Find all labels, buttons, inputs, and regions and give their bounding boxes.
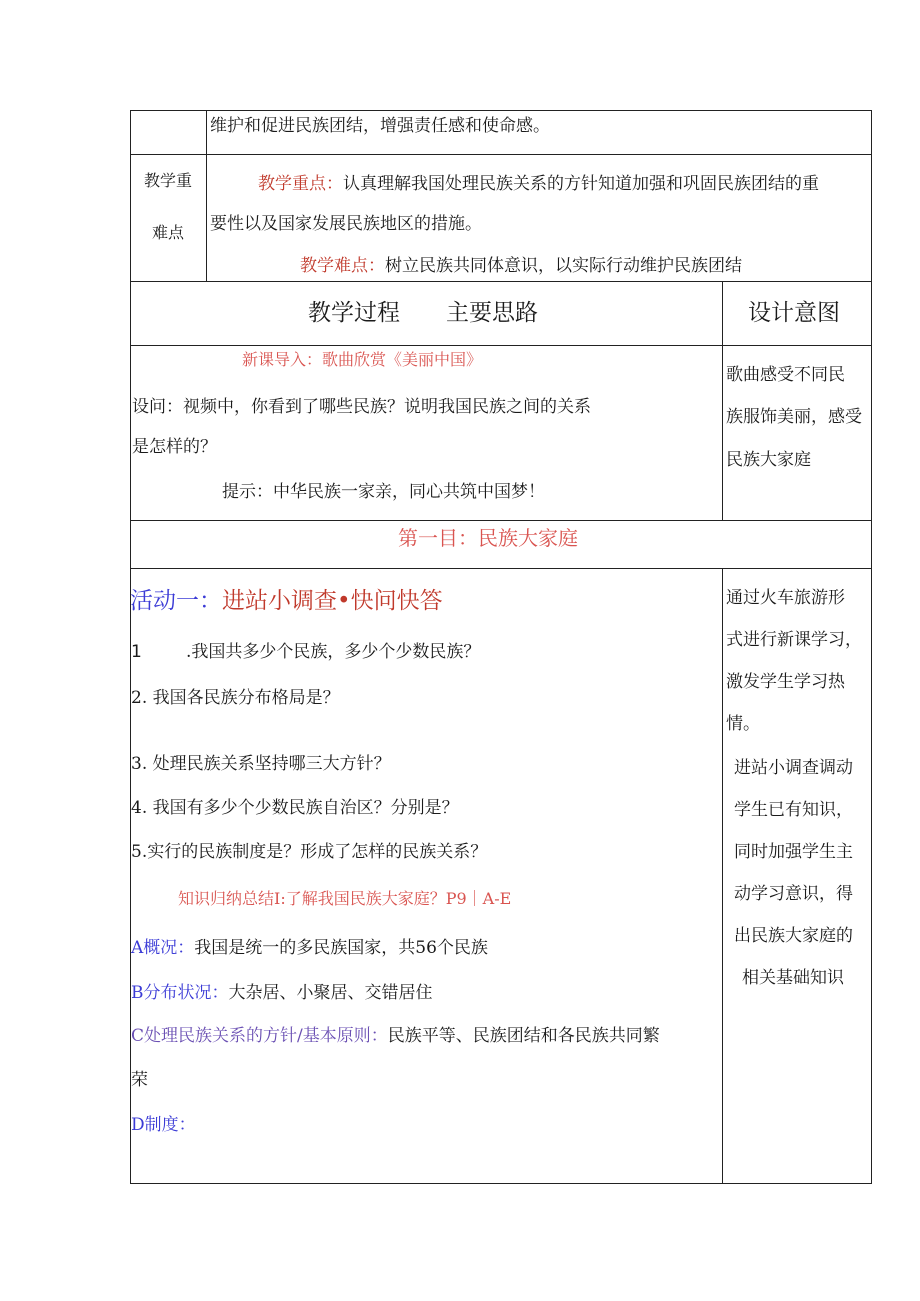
intro-row-text: 维护和促进民族团结，增强责任感和使命感。	[210, 116, 550, 136]
activity-design-line-1: 通过火车旅游形	[726, 588, 845, 608]
question-2: 2. 我国各民族分布格局是？	[131, 688, 340, 708]
difficulty-text: 树立民族共同体意识，以实际行动维护民族团结	[385, 256, 742, 276]
focus-line1	[258, 173, 819, 195]
header-ideas: 主要思路	[446, 300, 538, 326]
intro-title-label: 新课导入：	[242, 350, 323, 369]
intro-hint: 提示：中华民族一家亲，同心共筑中国梦！	[222, 482, 545, 502]
knowledge-summary: 知识归纳总结Ⅰ:了解我国民族大家庭？P9｜A-E	[178, 889, 512, 908]
intro-question-line2: 是怎样的？	[132, 437, 217, 457]
activity-title-prefix: 活动一：	[130, 588, 222, 614]
activity-design-line-5: 进站小调查调动	[734, 758, 853, 778]
activity-design-line-10: 相关基础知识	[742, 968, 844, 988]
table-top-border	[130, 110, 872, 111]
focus-text-line1: 认真理解我国处理民族关系的方针知道加强和巩固民族团结的重	[343, 174, 819, 194]
label-column-divider	[206, 110, 207, 282]
row-divider-2	[130, 281, 872, 282]
activity-design-line-2: 式进行新课学习，	[726, 630, 862, 650]
row-divider-5	[130, 568, 872, 569]
intro-design-line-3: 民族大家庭	[726, 450, 811, 470]
point-b	[131, 982, 433, 1004]
section-one-title: 第一目：民族大家庭	[398, 526, 578, 550]
activity-design-line-8: 动学习意识，得	[734, 884, 853, 904]
question-3: 3. 处理民族关系坚持哪三大方针？	[131, 754, 391, 774]
difficulty-label: 教学难点：	[300, 256, 385, 276]
question-5: 5.实行的民族制度是？形成了怎样的民族关系？	[131, 842, 488, 862]
focus-text-line2: 要性以及国家发展民族地区的措施。	[210, 214, 482, 234]
intro-title-text: 歌曲欣赏《美丽中国》	[322, 350, 483, 369]
activity-design-line-4: 情。	[726, 714, 760, 734]
activity-design-line-3: 激发学生学习热	[726, 672, 845, 692]
difficulty-line	[300, 255, 742, 277]
activity-design-line-7: 同时加强学生主	[734, 842, 853, 862]
point-a-text: 我国是统一的多民族国家，共56个民族	[194, 938, 488, 958]
intro-question-line1: 设问：视频中，你看到了哪些民族？说明我国民族之间的关系	[132, 397, 591, 417]
intro-design-line-2: 族服饰美丽，感受	[726, 407, 862, 427]
question-4: 4. 我国有多少个少数民族自治区？分别是？	[131, 798, 459, 818]
point-a	[131, 937, 488, 959]
activity-design-line-9: 出民族大家庭的	[734, 926, 853, 946]
activity-design-line-6: 学生已有知识，	[734, 800, 853, 820]
key-points-label-line2: 难点	[152, 223, 185, 242]
key-points-label-line1: 教学重	[144, 171, 193, 190]
row-divider-3	[130, 345, 872, 346]
intro-section-title	[242, 349, 482, 371]
design-column-divider-upper	[722, 281, 723, 521]
header-design: 设计意图	[748, 300, 840, 326]
focus-label: 教学重点：	[258, 174, 343, 194]
table-bottom-border	[130, 1183, 872, 1184]
table-right-border	[871, 110, 872, 1184]
point-b-label: B分布状况：	[131, 983, 229, 1003]
point-c	[131, 1025, 660, 1047]
header-process: 教学过程	[308, 300, 400, 326]
row-divider-4	[130, 520, 872, 521]
point-a-label: A概况：	[131, 938, 195, 958]
point-c-text: 民族平等、民族团结和各民族共同繁	[387, 1026, 660, 1046]
intro-design-line-1: 歌曲感受不同民	[726, 365, 845, 385]
activity-title-text: 进站小调查•快问快答	[222, 588, 443, 614]
point-c-label: C处理民族关系的方针/基本原则：	[131, 1026, 388, 1046]
point-d-label: D制度：	[131, 1115, 196, 1135]
point-c-text-2: 荣	[131, 1070, 148, 1090]
activity-title	[130, 587, 443, 615]
design-column-divider-lower	[722, 568, 723, 1184]
question-1-text: .我国共多少个民族，多少个少数民族？	[186, 642, 481, 662]
row-divider-1	[130, 154, 872, 155]
question-1-number: 1	[131, 642, 142, 662]
point-b-text: 大杂居、小聚居、交错居住	[228, 983, 433, 1003]
